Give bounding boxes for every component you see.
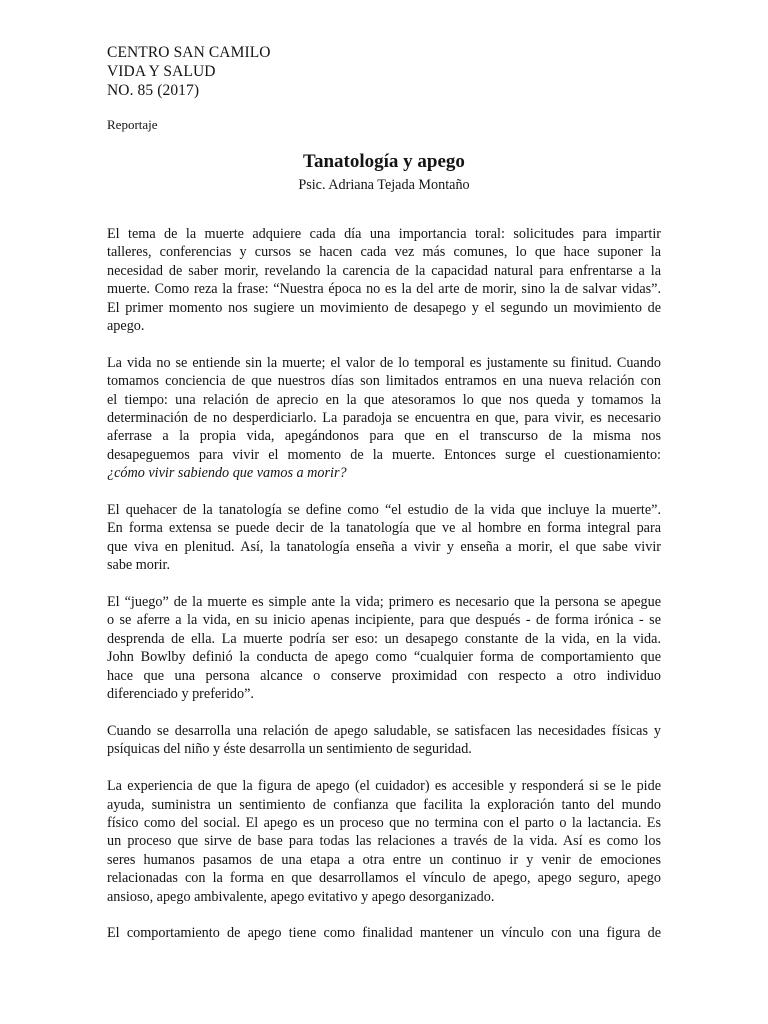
header-organization: CENTRO SAN CAMILO	[107, 44, 271, 61]
text-line: diferenciado y preferido”.	[107, 686, 254, 703]
text-line: el tiempo: una relación de aprecio en la que atesoramos lo que nos queda y tomamos la	[107, 391, 661, 408]
paragraph	[107, 225, 661, 335]
text-line: ayuda, suministra un sentimiento de confianza que facilita la exploración tanto del mundo	[107, 796, 661, 813]
article-title: Tanatología y apego	[303, 151, 465, 172]
text-line: psíquicas del niño y éste desarrolla un sentimiento de seguridad.	[107, 741, 472, 758]
article-body	[107, 225, 661, 961]
paragraph	[107, 777, 661, 906]
text-line: En forma extensa se puede decir de la tanatología que ve al hombre en forma integral para	[107, 520, 661, 537]
text-line: John Bowlby definió la conducta de apego como “cualquier forma de comportamiento que	[107, 649, 661, 666]
text-line: tomamos conciencia de que nuestros días son limitados entramos en una nueva relación con	[107, 373, 661, 390]
text-line: o se aferre a la vida, en su inicio apenas incipiente, para que después - de forma irónica - se	[107, 612, 661, 629]
text-line: La experiencia de que la figura de apego (el cuidador) es accesible y responderá si se le pide	[107, 778, 661, 795]
text-line: apego.	[107, 318, 145, 335]
text-line: sabe morir.	[107, 557, 171, 574]
text-line: El primer momento nos sugiere un movimiento de desapego y el segundo un movimiento de	[107, 299, 661, 316]
text-line: El tema de la muerte adquiere cada día una importancia toral: solicitudes para impartir	[107, 226, 661, 242]
text-line: La vida no se entiende sin la muerte; el valor de lo temporal es justamente su finitud. Cuando	[107, 354, 661, 371]
text-line: físico como del social. El apego es un proceso que no termina con el parto o la lactancia. Es	[107, 814, 661, 831]
header-issue: NO. 85 (2017)	[107, 82, 200, 99]
text-line: ansioso, apego ambivalente, apego evitativo y apego desorganizado.	[107, 888, 495, 905]
paragraph	[107, 354, 661, 483]
text-line: muerte. Como reza la frase: “Nuestra época no es la del arte de morir, sino la de salvar vidas”.	[107, 281, 661, 298]
article-author: Psic. Adriana Tejada Montaño	[298, 177, 470, 193]
header-publication: VIDA Y SALUD	[107, 63, 216, 80]
text-line: necesidad de saber morir, revelando la carencia de la capacidad natural para enfrentarse a la	[107, 262, 661, 279]
text-line: aferrase a la propia vida, apegándonos para que en el transcurso de la misma nos	[107, 428, 661, 445]
text-line: desapeguemos para vivir el momento de la muerte. Entonces surge el cuestionamiento:	[107, 446, 661, 463]
text-line: determinación de no desperdiciarlo. La paradoja se encuentra en que, para vivir, es necesario	[107, 410, 661, 427]
paragraph	[107, 501, 661, 575]
text-line: Cuando se desarrolla una relación de apego saludable, se satisfacen las necesidades físicas y	[107, 722, 661, 739]
text-line: El comportamiento de apego tiene como finalidad mantener un vínculo con una figura de	[107, 925, 661, 942]
paragraph	[107, 722, 661, 759]
text-line: que viva en plenitud. Así, la tanatología enseña a vivir y enseña a morir, el que sabe vivir	[107, 538, 661, 555]
text-line: El “juego” de la muerte es simple ante la vida; primero es necesario que la persona se apegue	[107, 594, 661, 611]
text-line: El quehacer de la tanatología se define como “el estudio de la vida que incluye la muerte”.	[107, 502, 661, 519]
text-line: seres humanos pasamos de una etapa a otra entre un continuo ir y venir de emociones	[107, 851, 661, 868]
section-label: Reportaje	[107, 117, 158, 132]
publication-header	[107, 43, 271, 100]
italic-question: ¿cómo vivir sabiendo que vamos a morir?	[107, 465, 347, 482]
text-line: relacionadas con la forma en que desarrollamos el vínculo de apego, apego seguro, apego	[107, 870, 661, 887]
text-line: desprenda de ella. La muerte podría ser eso: un desapego constante de la vida, en la vida.	[107, 630, 661, 647]
paragraph	[107, 593, 661, 703]
text-line: hace que una persona alcance o conserve proximidad con respecto a otro individuo	[107, 667, 661, 684]
text-line: un proceso que sirve de base para todas las relaciones a través de la vida. Así es como los	[107, 833, 661, 850]
text-line: talleres, conferencias y cursos se hacen cada vez más comunes, lo que hace suponer la	[107, 244, 661, 261]
paragraph	[107, 924, 661, 942]
